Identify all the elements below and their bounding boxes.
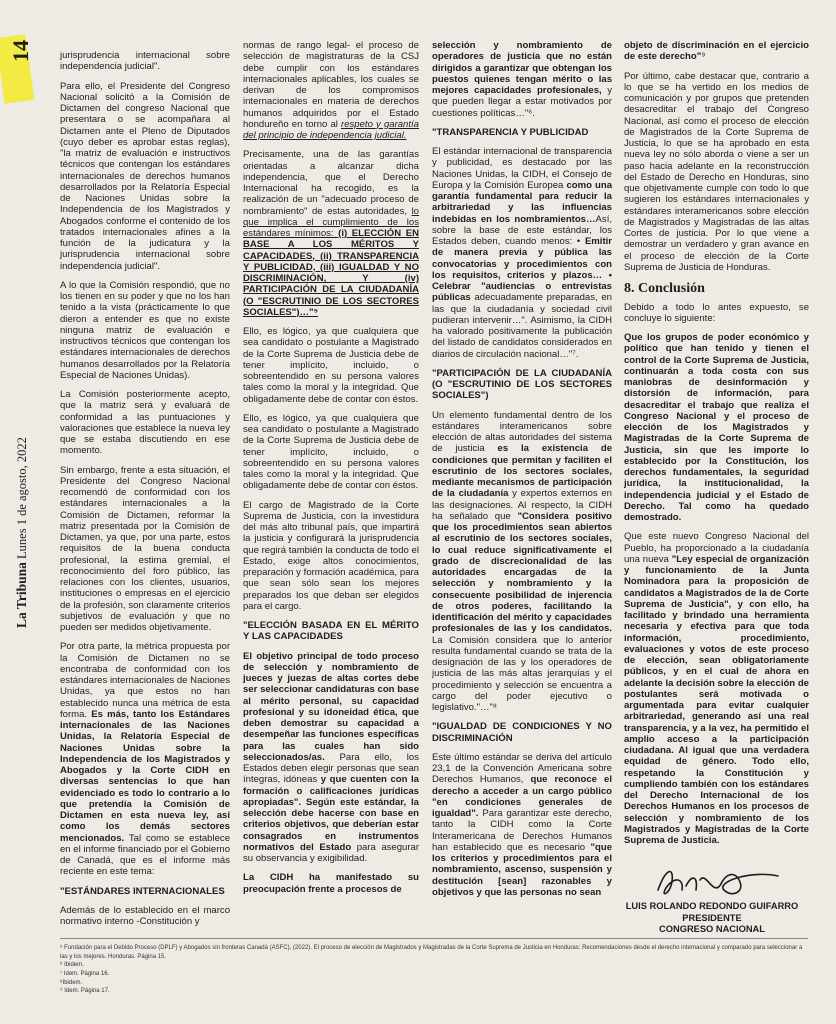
footnote: ⁷ Idem. Página 16. [60,971,110,978]
paragraph: El estándar internacional de transparencia y publicidad, es destacado por las Naciones Unidas, la CIDH, el Consejo de Europa y la Comisión Europea como una garantía fundamental para reducir la arbitrariedad y las influencias indebidas en los nombramientos…Así, sobre la base de este estándar, los Estados deben, cuando menos: • Emitir de manera previa y pública las convocatorias y procedimientos con los requisitos, criterios y plazos… • Celebrar "audiencias o entrevistas públicas adecuadamente preparadas, en las que la ciudadanía y sociedad civil pudieran intervenir…". Asimismo, la CIDH ha valorado positivamente la publicación del listado de candidatos considerados en diarios de circulación nacional…"⁷. [432,146,613,360]
paragraph: Además de lo establecido en el marco normativo interno -Constitución y [60,904,230,927]
section-heading: "ESTÁNDARES INTERNACIONALES [60,885,225,897]
paragraph: normas de rango legal- el proceso de selección de magistraturas de la CSJ debe cumplir con los estándares internacionales aplicables, los cuales se derivan de los compromisos internacionales en materia de derechos humanos adquiridos por el Estado hondureño en torno al respeto y garantía del principio de independencia judicial. [243,40,419,141]
paragraph: El cargo de Magistrado de la Corte Suprema de Justicia, con la investidura del más alto tribunal país, que impartirá la justicia y configurará la jurisprudencia que regirá también la conducta de todo el Estado, exige altos conocimientos, preparación y formación académica, para que sean sólo sean los mejores preparados los que deban ser elegidos para el cargo. [243,499,419,612]
paragraph: Por último, cabe destacar que, contrario a lo que se ha vertido en los medios de comunicación y por grupos que pretenden desacreditar el trabajo del Congreso Nacional, así como el proceso de elección de Magistrados de la Corte Suprema de Justicia, lo que se ha aprobado en esta nueva ley no sólo aborda o viene a ser un paso hacia adelante en la reconstrucción del Estado de Derecho en Honduras, sino que objetivamente cumple con todo lo que sugieren los estándares internacionales y estándares interamericanos sobre elección de Magistrados y Magistradas de las altas Cortes de justicia. Por lo que viene a demostrar un verdadero y gran avance en el proceso de elección de la Corte Suprema de Justicia de Honduras. [624,70,809,273]
paragraph: Un elemento fundamental dentro de los estándares interamericanos sobre elección de altas autoridades del sistema de justicia es la existencia de condiciones que permitan y faciliten el escrutinio de los sectores sociales, mediante mecanismos de participación de la ciudadanía y expertos externos en las designaciones. Al respecto, la CIDH ha señalado que "Considera positivo que los procedimientos sean abiertos al escrutinio de los sectores sociales, lo cual reduce significativamente el grado de discrecionalidad de las autoridades encargadas de la selección y nombramiento y la consecuente posibilidad de injerencia de otros poderes, facilitando la identificación del mérito y capacidades profesionales de las y los candidatos. La Comisión considera que lo anterior resulta fundamental cuando se trata de la designación de las y los operadores de justicia de las más altas jerarquías y el procedimiento y selección se encuentra a cargo del poder ejecutivo o legislativo."…"⁸ [432,409,613,713]
footnote-divider [60,938,808,939]
signature-image [640,860,790,904]
paragraph: La Comisión posteriormente acepto, que la matriz será y evaluará de conformidad a las puntuaciones y valoraciones que establece la nueva ley que se estaba discutiendo en ese momento. [60,389,230,457]
signature-block [606,901,818,936]
paragraph: Para ello, el Presidente del Congreso Nacional solicitó a la Comisión de Dictamen del congreso Nacional que presentara o se acompañara al Dictamen ante el Pleno de Diputados (cuyo deber es aprobar estas reglas), "la matriz de evaluación e instructivos técnicos que contengan los estándares internacionales de derechos humanos desarrollados por la Relatoría Especial de Naciones Unidas sobre la Independencia de los Magistrados y Abogados conforme el contenido de los tratados internacionales afines a la función de la judicatura y la jurisprudencia internacional sobre independencia judicial". [60,80,230,272]
section-heading: "IGUALDAD DE CONDICIONES Y NO DISCRIMINACIÓN [432,721,612,744]
paragraph: objeto de discriminación en el ejercicio de este derecho"⁹ [624,40,809,63]
footnote: ⁸Ibidem. [60,979,83,986]
footnote: ⁵ Fundación para el Debido Proceso (DPLF) y Abogados sin fronteras Canadá (ASFC), (2022). El proceso de elección de Magistrados y Magistradas de la Corte Suprema de Justicia en Honduras: Recomendaciones desde el derecho internacional y comparado para seleccionar a las y los mejores. Honduras. Página 15. [60,945,803,960]
section-heading: "ELECCIÓN BASADA EN EL MÉRITO Y LAS CAPACIDADES [243,620,419,643]
paragraph: Debido a todo lo antes expuesto, se concluye lo siguiente: [624,301,809,324]
paragraph: Este último estándar se deriva del artículo 23,1 de la Convención Americana sobre Derechos Humanos, que reconoce el derecho a acceder a un cargo público "en condiciones generales de igualdad". Para garantizar este derecho, tanto la CIDH como la Corte Interamericana de Derechos Humanos han establecido que es necesario "que los criterios y procedimientos para el nombramiento, ascenso, suspensión y destitución [sean] razonables y objetivos y que las personas no sean [432,751,612,898]
page-margin-header [2,18,46,638]
column-2 [243,40,419,903]
paragraph: Que este nuevo Congreso Nacional del Pueblo, ha proporcionado a la ciudadanía una nueva "Ley especial de organización y funcionamiento de la Junta Nominadora para la proposición de candidatos a Magistrados de la de Corte Suprema de Justicia", y con ello, ha facilitado y brindado una herramienta necesaria y efectiva para que toda información, procedimiento, evaluaciones y votos de este proceso de elección, sean obligatoriamente públicos, y en el cual de ahora en adelante la decisión sobre la elección de postulantes será motivada o argumentada para evitar cualquier arbitrariedad, generando así una real transparencia, y a la vez, ha permitido el amplio acceso a la participación ciudadana. Al igual que una verdadera equidad de género. Todo ello, respetando la Constitución y cumpliendo también con los estándares del Derecho Internacional de los Derechos Humanos en los procesos de selección y nombramiento de los Magistrados y Magistradas de la Corte Suprema de Justicia. [624,531,810,847]
paragraph: A lo que la Comisión respondió, que no los tienen en su poder y que no los han tenido a la vista (prácticamente lo que dieron a entender es que no existe ninguna matriz de evaluación e instructivos técnicos que contengan los estándares internacionales de derechos humanos desarrollados por la Relatoría Especial de Naciones Unidas). [60,279,230,381]
column-1 [60,50,230,935]
signer-org: CONGRESO NACIONAL [659,924,765,935]
footnote: ⁹ Idem. Página 17. [60,988,110,995]
paragraph: Que los grupos de poder económico y político que han tenido y tienen el control de la Corte Suprema de Justicia, continuarán a toda costa con sus maniobras de desinformación y distorsión de información, para desacreditar el trabajo que realiza el Congreso Nacional y el proceso de elección de los Magistrados y Magistradas de la Corte Suprema de Justicia, sin que les importe lo establecido por la Constitución, los derechos fundamentales, la seguridad jurídica, la institucionalidad, la independencia judicial y el Estado de Derecho. Tal como ha quedado demostrado. [624,332,809,524]
publication-line [14,28,30,628]
footnote: ⁶ Ibidem. [60,962,84,969]
publication-name: La Tribuna [14,562,29,628]
paragraph: La CIDH ha manifestado su preocupación frente a procesos de [243,872,419,895]
paragraph: Precisamente, una de las garantías orientadas a alcanzar dicha independencia, que el Derecho Internacional ha recogido, es la realización de un "adecuado proceso de nombramiento" de estas autoridades, lo que implica el cumplimiento de los estándares mínimos: (i) ELECCIÓN EN BASE A LOS MÉRITOS Y CAPACIDADES, (ii) TRANSPARENCIA Y PUBLICIDAD, (iii) IGUALDAD Y NO DISCRIMINACIÓN, Y (iv) PARTICIPACIÓN DE LA CIUDADANÍA (O "ESCRUTINIO DE LOS SECTORES SOCIALES")…"⁵ [243,149,419,318]
conclusion-heading: 8. Conclusión [624,281,705,296]
paragraph: Por otra parte, la métrica propuesta por la Comisión de Dictamen no se encontraba de conformidad con los estándares internacionales de Naciones Unidas, ya que estos no han establecido nunca una métrica de esta forma. Es más, tanto los Estándares internacionales de las Naciones Unidas, la Relatoría Especial de Naciones Unidas sobre la Independencia de los Magistrados y Abogados y la Corte CIDH en diversas sentencias lo que han evidenciado es todo lo contrario a lo que pretendía la Comisión de Dictamen en esta nueva ley, así como los demás sectores mencionados. Tal como se establece en el informe financiado por el Gobierno de Canadá, que es el informe más reciente en este tema: [60,641,230,878]
column-4 [624,40,809,854]
paragraph: Ello, es lógico, ya que cualquiera que sea candidato o postulante a Magistrado de la Corte Suprema de Justicia debe de tener implícito, incluido, o sobreentendido en su persona valores tales como la moral y la integridad. Que obligadamente debe de contar con éstos. [243,412,419,492]
column-3 [432,40,612,906]
paragraph: Sin embargo, frente a esta situación, el Presidente del Congreso Nacional recomendó de conformidad con los estándares internacionales a la Comisión de Dictamen, reformar la matriz presentada por la Comisión de Dictamen, ya que, por una parte, estos requisitos de la buena conducta profesional, la estima gremial, el reconocimiento del foro público, las relaciones con los clientes, usuarios, instituciones o empresas en el ejercicio de la profesión, son claramente criterios subjetivos de evaluación y que no pueden ser medidos objetivamente. [60,464,230,633]
section-heading: "TRANSPARENCIA Y PUBLICIDAD [432,126,589,138]
signer-name: LUIS ROLANDO REDONDO GUIFARRO [625,901,799,911]
paragraph: selección y nombramiento de operadores de justicia que no están dirigidos a garantizar que obtengan los puestos quienes tengan mérito o las mejores capacidades profesionales, y que pueden llegar a estar motivados por cuestiones políticas…"⁶. [432,40,612,119]
signer-title: PRESIDENTE [682,912,742,923]
section-heading: "PARTICIPACIÓN DE LA CIUDADANÍA (O "ESCRUTINIO DE LOS SECTORES SOCIALES") [432,367,612,402]
publication-date: Lunes 1 de agosto, 2022 [15,437,29,563]
footnotes [60,944,808,996]
paragraph: jurisprudencia internacional sobre independencia judicial". [60,50,230,73]
paragraph: Ello, es lógico, ya que cualquiera que sea candidato o postulante a Magistrado de la Corte Suprema de Justicia debe de tener implícito, incluido, o sobreentendido en su persona valores tales como la moral y la integridad. Que obligadamente debe de contar con éstos. [243,326,419,405]
page-number: 14 [8,40,33,62]
paragraph: El objetivo principal de todo proceso de selección y nombramiento de jueces y juezas de altas cortes debe ser seleccionar candidaturas con base al mérito personal, su capacidad profesional y su idoneidad ética, que deben demostrar su capacidad a desempeñar las funciones específicas para las cuales han sido seleccionados/as. Para ello, los Estados deben elegir personas que sean íntegras, idóneas y que cuenten con la formación o calificaciones jurídicas apropiadas". Según este estándar, la selección debe hacerse con base en criterios objetivos, que deberían estar consagrados en instrumentos normativos del Estado para asegurar su observancia y exigibilidad. [243,650,420,864]
